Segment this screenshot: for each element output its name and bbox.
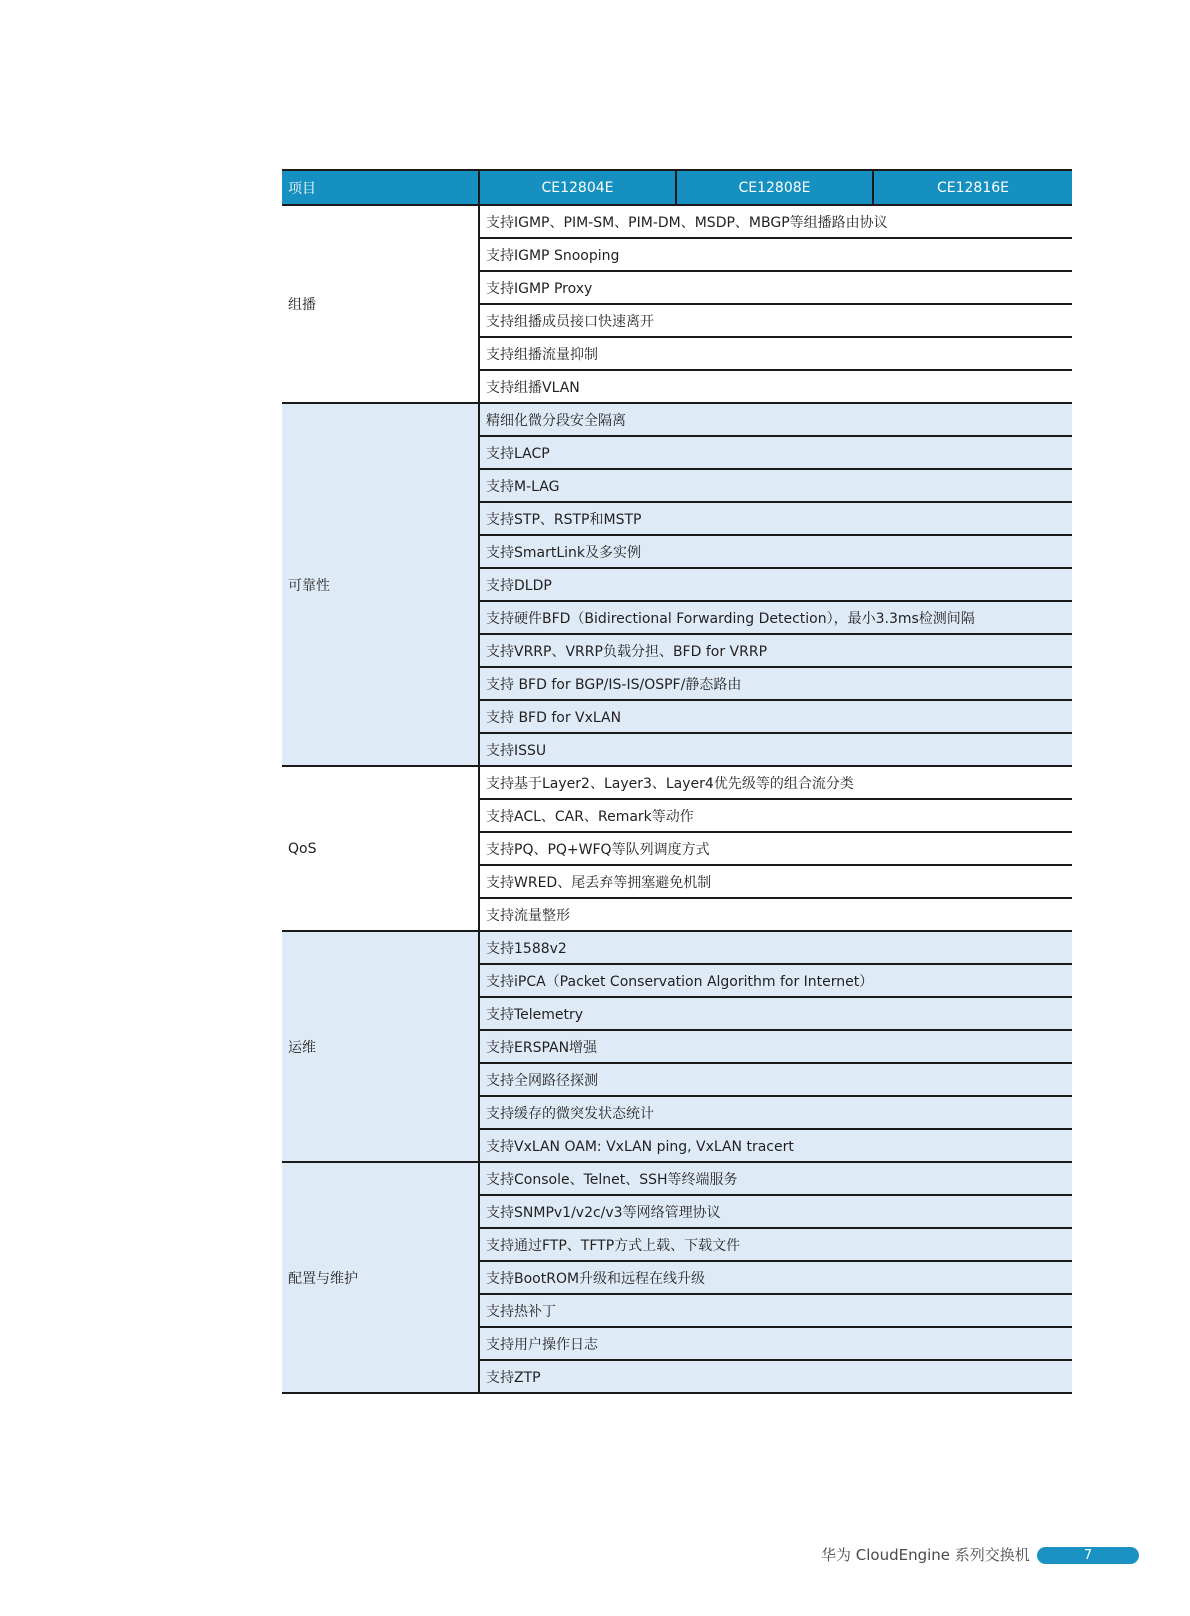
feature-cell: 支持组播VLAN [479,370,1072,403]
category-cell: 组播 [282,205,479,403]
header-ce12804e: CE12804E [479,170,676,205]
spec-table [282,169,1072,1394]
feature-cell: 支持VRRP、VRRP负载分担、BFD for VRRP [479,634,1072,667]
feature-cell: 支持基于Layer2、Layer3、Layer4优先级等的组合流分类 [479,766,1072,799]
category-cell: 配置与维护 [282,1162,479,1393]
feature-cell: 支持DLDP [479,568,1072,601]
feature-group [282,1162,1072,1393]
header-item: 项目 [282,170,479,205]
feature-cell: 精细化微分段安全隔离 [479,403,1072,436]
feature-cell: 支持LACP [479,436,1072,469]
table-row [282,1162,1072,1195]
feature-cell: 支持IGMP、PIM-SM、PIM-DM、MSDP、MBGP等组播路由协议 [479,205,1072,238]
category-cell: 运维 [282,931,479,1162]
feature-cell: 支持VxLAN OAM: VxLAN ping, VxLAN tracert [479,1129,1072,1162]
feature-cell: 支持组播成员接口快速离开 [479,304,1072,337]
feature-cell: 支持IGMP Snooping [479,238,1072,271]
page-footer [0,1544,1190,1566]
feature-cell: 支持1588v2 [479,931,1072,964]
feature-cell: 支持通过FTP、TFTP方式上载、下载文件 [479,1228,1072,1261]
feature-cell: 支持SNMPv1/v2c/v3等网络管理协议 [479,1195,1072,1228]
feature-cell: 支持ERSPAN增强 [479,1030,1072,1063]
category-cell: QoS [282,766,479,931]
feature-cell: 支持ZTP [479,1360,1072,1393]
feature-cell: 支持Telemetry [479,997,1072,1030]
feature-group [282,931,1072,1162]
feature-cell: 支持ACL、CAR、Remark等动作 [479,799,1072,832]
feature-cell: 支持STP、RSTP和MSTP [479,502,1072,535]
table-row [282,766,1072,799]
feature-cell: 支持用户操作日志 [479,1327,1072,1360]
header-row [282,170,1072,205]
table-header [282,170,1072,205]
header-ce12808e: CE12808E [676,170,873,205]
feature-cell: 支持热补丁 [479,1294,1072,1327]
feature-cell: 支持缓存的微突发状态统计 [479,1096,1072,1129]
category-cell: 可靠性 [282,403,479,766]
table-row [282,403,1072,436]
feature-cell: 支持IGMP Proxy [479,271,1072,304]
feature-cell: 支持全网路径探测 [479,1063,1072,1096]
feature-cell: 支持WRED、尾丢弃等拥塞避免机制 [479,865,1072,898]
feature-cell: 支持BootROM升级和远程在线升级 [479,1261,1072,1294]
feature-cell: 支持iPCA（Packet Conservation Algorithm for Internet） [479,964,1072,997]
table-row [282,205,1072,238]
feature-cell: 支持ISSU [479,733,1072,766]
feature-cell: 支持SmartLink及多实例 [479,535,1072,568]
table-row [282,931,1072,964]
feature-cell: 支持M-LAG [479,469,1072,502]
feature-cell: 支持Console、Telnet、SSH等终端服务 [479,1162,1072,1195]
feature-cell: 支持组播流量抑制 [479,337,1072,370]
feature-cell: 支持 BFD for BGP/IS-IS/OSPF/静态路由 [479,667,1072,700]
feature-group [282,205,1072,403]
feature-group [282,766,1072,931]
feature-cell: 支持 BFD for VxLAN [479,700,1072,733]
page-number-badge: 7 [1037,1547,1139,1564]
feature-group [282,403,1072,766]
footer-title: 华为 CloudEngine 系列交换机 [821,1546,1030,1564]
feature-cell: 支持流量整形 [479,898,1072,931]
header-ce12816e: CE12816E [873,170,1072,205]
feature-cell: 支持PQ、PQ+WFQ等队列调度方式 [479,832,1072,865]
feature-cell: 支持硬件BFD（Bidirectional Forwarding Detection），最小3.3ms检测间隔 [479,601,1072,634]
